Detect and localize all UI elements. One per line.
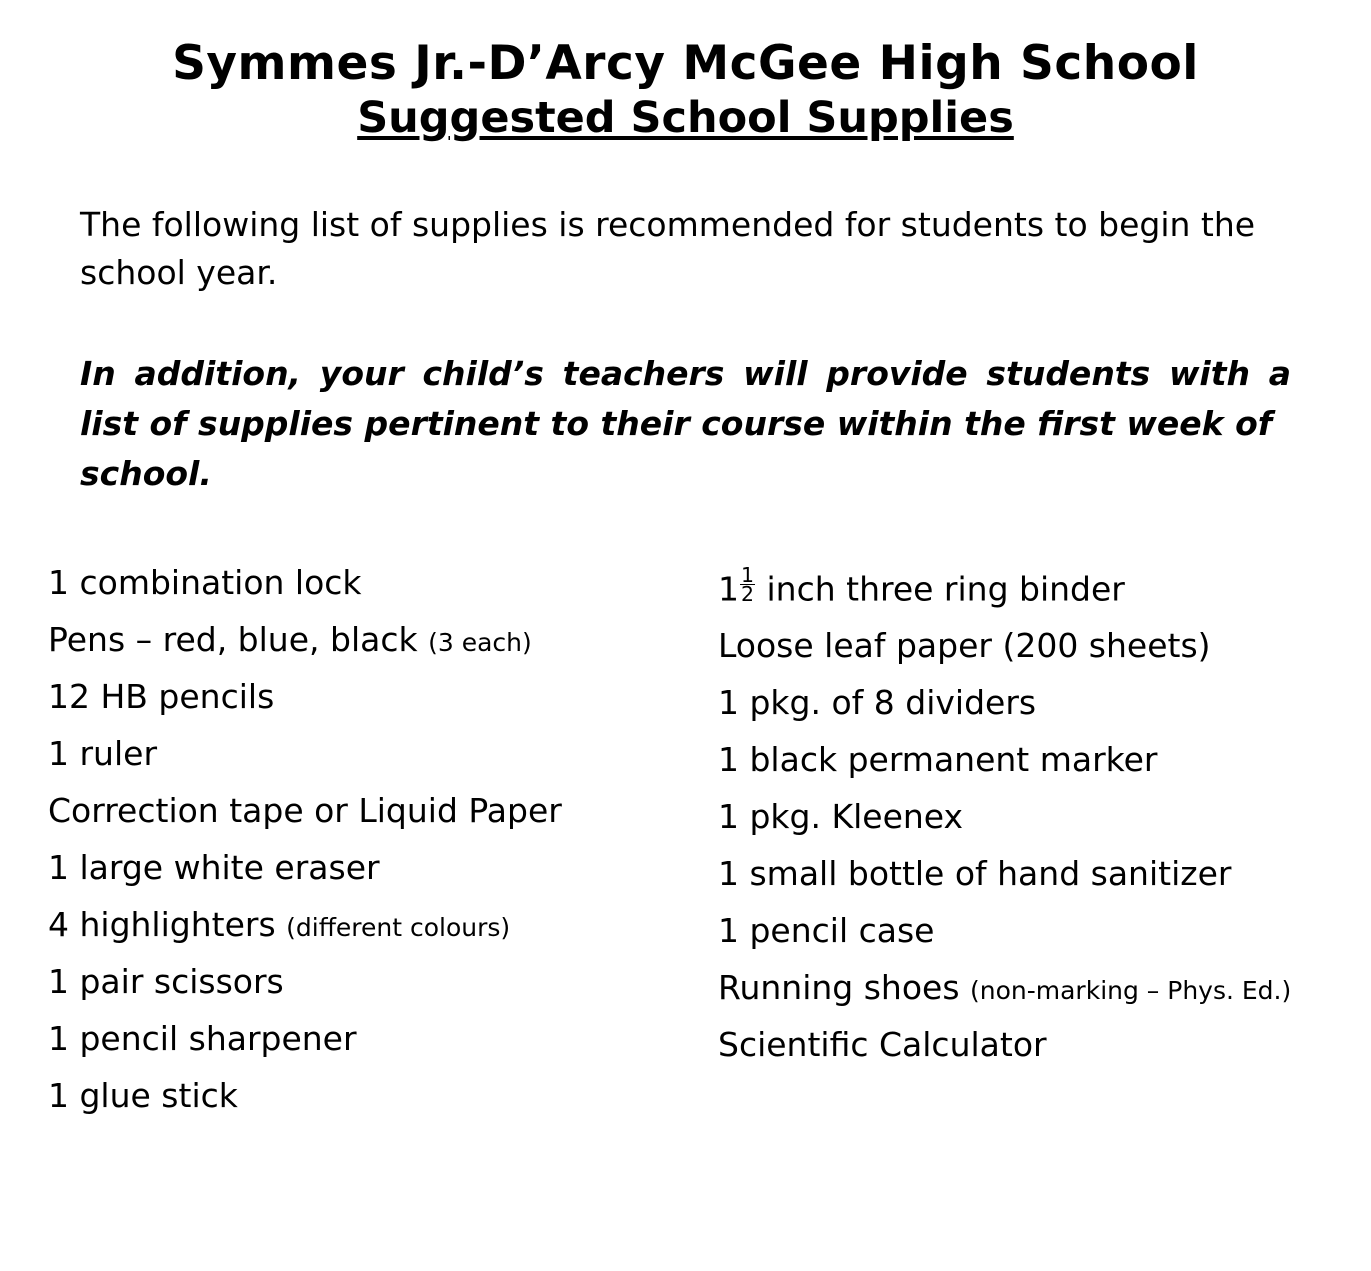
- supply-prefix: 1: [718, 568, 739, 608]
- supply-text: inch three ring binder: [756, 568, 1125, 608]
- supply-text: 1 pkg. Kleenex: [718, 796, 964, 836]
- supply-text: 1 combination lock: [48, 562, 362, 602]
- supply-text: 1 ruler: [48, 733, 158, 773]
- list-item: [718, 617, 1358, 674]
- list-item: [718, 731, 1358, 788]
- supply-text: Correction tape or Liquid Paper: [48, 790, 562, 830]
- school-name-title: Symmes Jr.-D’Arcy McGee High School: [172, 36, 1199, 91]
- fraction-denominator: 2: [741, 581, 755, 606]
- emphasis-paragraph-text: In addition, your child’s teachers will provide students with a list of supplies pertinent to their course within the first week of: [80, 354, 1291, 444]
- supply-text: 1 glue stick: [48, 1075, 238, 1115]
- supply-text: 1 pkg. of 8 dividers: [718, 682, 1037, 722]
- supply-note: (non-marking – Phys. Ed.): [970, 975, 1292, 1005]
- supply-text: 1 pencil case: [718, 910, 935, 950]
- list-item: [48, 1067, 718, 1124]
- supplies-column-left: [48, 554, 718, 1124]
- list-item: [718, 959, 1358, 1016]
- intro-paragraph: The following list of supplies is recommended for students to begin the school year.: [80, 205, 1256, 293]
- fraction-numerator: 1: [741, 562, 755, 587]
- list-item: [718, 788, 1358, 845]
- list-item: [718, 1016, 1358, 1073]
- intro-section: [80, 201, 1291, 499]
- list-item: [718, 845, 1358, 902]
- supply-text: Scientific Calculator: [718, 1024, 1047, 1064]
- list-item: [48, 782, 718, 839]
- emphasis-paragraph-lastline: school.: [80, 454, 212, 494]
- list-item: [718, 902, 1358, 959]
- list-item: [718, 674, 1358, 731]
- document-title-block: [44, 38, 1327, 143]
- list-item: [48, 839, 718, 896]
- supply-text: Running shoes: [718, 967, 970, 1007]
- supply-note: (3 each): [428, 627, 532, 657]
- supply-text: Pens – red, blue, black: [48, 619, 429, 659]
- supply-text: Loose leaf paper (200 sheets): [718, 625, 1211, 665]
- list-item: [718, 554, 1358, 617]
- list-item: [48, 725, 718, 782]
- fraction-one-half: [740, 562, 755, 606]
- list-item: [48, 896, 718, 953]
- emphasis-paragraph: [80, 349, 1291, 499]
- supplies-columns: [44, 554, 1327, 1124]
- supply-text: 1 large white eraser: [48, 847, 380, 887]
- list-item: [48, 554, 718, 611]
- list-item: [48, 611, 718, 668]
- supply-note: (different colours): [286, 912, 511, 942]
- list-item: [48, 668, 718, 725]
- supply-text: 1 black permanent marker: [718, 739, 1158, 779]
- list-item: [48, 953, 718, 1010]
- supply-text: 1 pair scissors: [48, 961, 284, 1001]
- document-subtitle: Suggested School Supplies: [357, 92, 1014, 143]
- supply-text: 1 small bottle of hand sanitizer: [718, 853, 1232, 893]
- supply-text: 4 highlighters: [48, 904, 287, 944]
- supplies-column-right: [718, 554, 1358, 1124]
- list-item: [48, 1010, 718, 1067]
- supply-text: 12 HB pencils: [48, 676, 275, 716]
- supply-text: 1 pencil sharpener: [48, 1018, 357, 1058]
